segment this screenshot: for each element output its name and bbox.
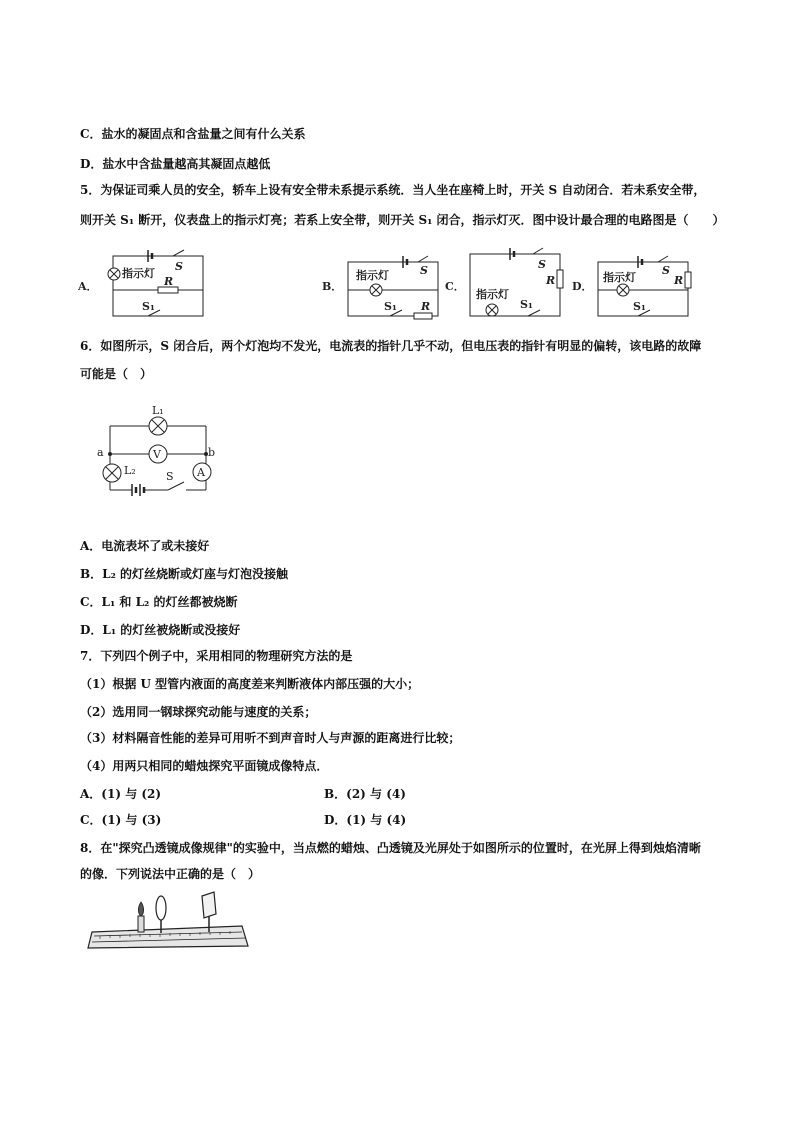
q7-option-a: A．(1) 与 (2) (80, 787, 162, 801)
q7-stem: 7．下列四个例子中，采用相同的物理研究方法的是 (80, 649, 353, 663)
q5-fig-c-lamp-label: 指示灯 (476, 288, 509, 301)
q5-fig-b-lamp-label: 指示灯 (356, 269, 389, 282)
q5-fig-b-letter: B． (322, 280, 343, 293)
q5-fig-a-lamp-label: 指示灯 (122, 267, 155, 280)
q6-circuit-figure (94, 400, 224, 502)
q5-stem-line2: 则开关 S₁ 断开，仪表盘上的指示灯亮；若系上安全带，则开关 S₁ 闭合，指示灯灭．图中设计最合理的电路图是（ ） (80, 213, 725, 227)
q6-option-b: B．L₂ 的灯丝烧断或灯座与灯泡没接触 (80, 567, 289, 581)
q5-fig-a-r-label: R (164, 275, 174, 288)
q5-fig-c-r-label: R (546, 274, 556, 287)
q6-l2-label: L₂ (124, 464, 136, 477)
q6-node-a-label: a (97, 446, 104, 459)
q5-fig-d-s1-label: S₁ (633, 300, 646, 313)
q5-fig-a-s-label: S (175, 260, 183, 273)
q6-stem-line1: 6．如图所示，S 闭合后，两个灯泡均不发光，电流表的指针几乎不动，但电压表的指针有明显的偏转，该电路的故障 (80, 339, 702, 353)
q5-fig-d-s-label: S (662, 264, 670, 277)
q7-option-b: B．(2) 与 (4) (324, 787, 406, 801)
q5-fig-b-s1-label: S₁ (384, 300, 397, 313)
q5-fig-d-letter: D． (572, 280, 593, 293)
q6-voltmeter-label: V (153, 448, 161, 461)
q6-switch-label: S (166, 470, 174, 483)
prev-option-d: D．盐水中含盐量越高其凝固点越低 (80, 157, 271, 171)
q8-stem-line1: 8．在"探究凸透镜成像规律"的实验中，当点燃的蜡烛、凸透镜及光屏处于如图所示的位置时，在光屏上得到烛焰清晰 (80, 841, 701, 855)
q8-stem-line2: 的像．下列说法中正确的是（ ） (80, 867, 261, 881)
q5-fig-b-r-label: R (421, 300, 431, 313)
q5-stem-line1: 5．为保证司乘人员的安全，轿车上设有安全带未系提示系统．当人坐在座椅上时，开关 S 自动闭合．若未系安全带， (80, 183, 706, 197)
q5-fig-b-s-label: S (420, 264, 428, 277)
q6-option-d: D．L₁ 的灯丝被烧断或没接好 (80, 623, 241, 637)
q7-item-4: （4）用两只相同的蜡烛探究平面镜成像特点． (80, 759, 329, 773)
prev-option-c: C．盐水的凝固点和含盐量之间有什么关系 (80, 127, 306, 141)
q5-circuit-figures (78, 244, 718, 326)
q6-ammeter-label: A (197, 466, 205, 479)
q5-fig-a-letter: A． (78, 280, 98, 293)
q6-node-b-label: b (208, 446, 216, 459)
q6-stem-line2: 可能是（ ） (80, 367, 153, 381)
q7-item-2: （2）选用同一钢球探究动能与速度的关系； (80, 705, 317, 719)
q5-fig-c-s-label: S (538, 258, 546, 271)
q5-fig-d-lamp-label: 指示灯 (603, 271, 636, 284)
optical-bench-figure (80, 888, 252, 958)
q6-l1-label: L₁ (152, 404, 164, 417)
q5-fig-d-r-label: R (674, 274, 684, 287)
q7-item-1: （1）根据 U 型管内液面的高度差来判断液体内部压强的大小； (80, 677, 420, 691)
q5-fig-c-s1-label: S₁ (520, 298, 533, 311)
q6-option-a: A．电流表坏了或未接好 (80, 539, 210, 553)
q7-item-3: （3）材料隔音性能的差异可用听不到声音时人与声源的距离进行比较； (80, 731, 461, 745)
q7-option-d: D．(1) 与 (4) (324, 813, 407, 827)
q7-option-c: C．(1) 与 (3) (80, 813, 162, 827)
q6-option-c: C．L₁ 和 L₂ 的灯丝都被烧断 (80, 595, 238, 609)
q5-fig-c-letter: C． (445, 280, 465, 293)
q5-fig-a-s1-label: S₁ (142, 300, 155, 313)
